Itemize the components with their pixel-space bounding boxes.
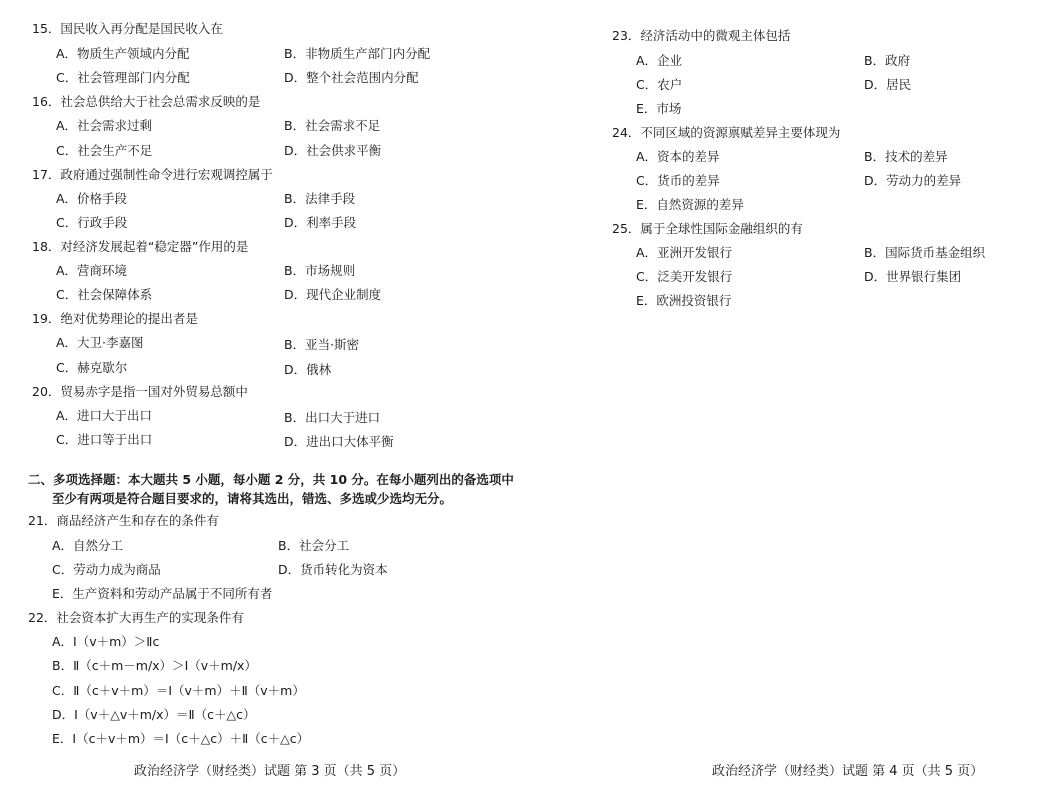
question-18-option-d: D．现代企业制度	[284, 287, 382, 302]
question-23-option-c: C．农户	[636, 77, 683, 92]
question-15-stem: 15．国民收入再分配是国民收入在	[32, 21, 223, 36]
question-22-option-c: C．Ⅱ（c＋v＋m）＝Ⅰ（v＋m）＋Ⅱ（v＋m）	[52, 683, 305, 698]
question-24-stem: 24．不同区域的资源禀赋差异主要体现为	[612, 125, 841, 140]
question-20-stem: 20．贸易赤字是指一国对外贸易总额中	[32, 384, 248, 399]
question-21-option-d: D．货币转化为资本	[278, 562, 388, 577]
question-18-option-c: C．社会保障体系	[56, 287, 153, 302]
question-17-option-a: A．价格手段	[56, 191, 128, 206]
question-21-option-b: B．社会分工	[278, 538, 350, 553]
question-19-option-d: D．俄林	[284, 362, 332, 377]
question-24-option-b: B．技术的差异	[864, 149, 948, 164]
question-18-option-a: A．营商环境	[56, 263, 128, 278]
question-22-stem: 22．社会资本扩大再生产的实现条件有	[28, 610, 244, 625]
question-22-option-a: A．Ⅰ（v＋m）＞Ⅱc	[52, 634, 160, 649]
question-19-option-a: A．大卫·李嘉图	[56, 335, 144, 350]
question-22-option-d: D．Ⅰ（v＋△v＋m/x）＝Ⅱ（c＋△c）	[52, 707, 256, 722]
question-23-stem: 23．经济活动中的微观主体包括	[612, 28, 791, 43]
page-3-footer: 政治经济学（财经类）试题 第 3 页（共 5 页）	[134, 764, 406, 779]
question-19-option-c: C．赫克歇尔	[56, 360, 128, 375]
question-16-option-d: D．社会供求平衡	[284, 143, 382, 158]
question-22-option-e: E．Ⅰ（c＋v＋m）＝Ⅰ（c＋△c）＋Ⅱ（c＋△c）	[52, 731, 310, 746]
question-20-option-a: A．进口大于出口	[56, 408, 153, 423]
question-23-option-b: B．政府	[864, 53, 911, 68]
question-24-option-e: E．自然资源的差异	[636, 197, 744, 212]
question-25-option-b: B．国际货币基金组织	[864, 245, 986, 260]
question-23-option-e: E．市场	[636, 101, 682, 116]
question-16-option-b: B．社会需求不足	[284, 118, 381, 133]
question-17-option-b: B．法律手段	[284, 191, 356, 206]
question-15-option-d: D．整个社会范围内分配	[284, 70, 419, 85]
question-21-option-c: C．劳动力成为商品	[52, 562, 161, 577]
question-16-option-a: A．社会需求过剩	[56, 118, 153, 133]
question-24-option-c: C．货币的差异	[636, 173, 720, 188]
question-17-stem: 17．政府通过强制性命令进行宏观调控属于	[32, 167, 273, 182]
question-17-option-d: D．利率手段	[284, 215, 357, 230]
question-18-stem: 18．对经济发展起着“稳定器”作用的是	[32, 239, 249, 254]
question-22-option-b: B．Ⅱ（c＋m－m/x）＞Ⅰ（v＋m/x）	[52, 658, 257, 673]
question-25-stem: 25．属于全球性国际金融组织的有	[612, 221, 803, 236]
question-21-option-a: A．自然分工	[52, 538, 124, 553]
question-15-option-b: B．非物质生产部门内分配	[284, 46, 431, 61]
question-18-option-b: B．市场规则	[284, 263, 356, 278]
question-15-option-c: C．社会管理部门内分配	[56, 70, 190, 85]
question-25-option-c: C．泛美开发银行	[636, 269, 733, 284]
question-23-option-a: A．企业	[636, 53, 683, 68]
question-16-option-c: C．社会生产不足	[56, 143, 153, 158]
page-4-footer: 政治经济学（财经类）试题 第 4 页（共 5 页）	[712, 764, 984, 779]
question-25-option-a: A．亚洲开发银行	[636, 245, 733, 260]
question-24-option-d: D．劳动力的差异	[864, 173, 962, 188]
question-21-stem: 21．商品经济产生和存在的条件有	[28, 513, 219, 528]
question-19-option-b: B．亚当·斯密	[284, 337, 360, 352]
question-25-option-d: D．世界银行集团	[864, 269, 962, 284]
question-25-option-e: E．欧洲投资银行	[636, 293, 732, 308]
question-20-option-d: D．进出口大体平衡	[284, 434, 394, 449]
section-2-header-line-2: 至少有两项是符合题目要求的，请将其选出，错选、多选或少选均无分。	[52, 491, 453, 506]
question-24-option-a: A．资本的差异	[636, 149, 720, 164]
question-20-option-b: B．出口大于进口	[284, 410, 381, 425]
question-19-stem: 19．绝对优势理论的提出者是	[32, 311, 198, 326]
question-17-option-c: C．行政手段	[56, 215, 128, 230]
question-21-option-e: E．生产资料和劳动产品属于不同所有者	[52, 586, 273, 601]
section-2-header-line-1: 二、多项选择题：本大题共 5 小题，每小题 2 分，共 10 分。在每小题列出的备选项中	[28, 472, 514, 487]
question-20-option-c: C．进口等于出口	[56, 432, 153, 447]
question-23-option-d: D．居民	[864, 77, 912, 92]
question-16-stem: 16．社会总供给大于社会总需求反映的是	[32, 94, 261, 109]
exam-page-4	[528, 0, 1056, 803]
question-15-option-a: A．物质生产领域内分配	[56, 46, 190, 61]
